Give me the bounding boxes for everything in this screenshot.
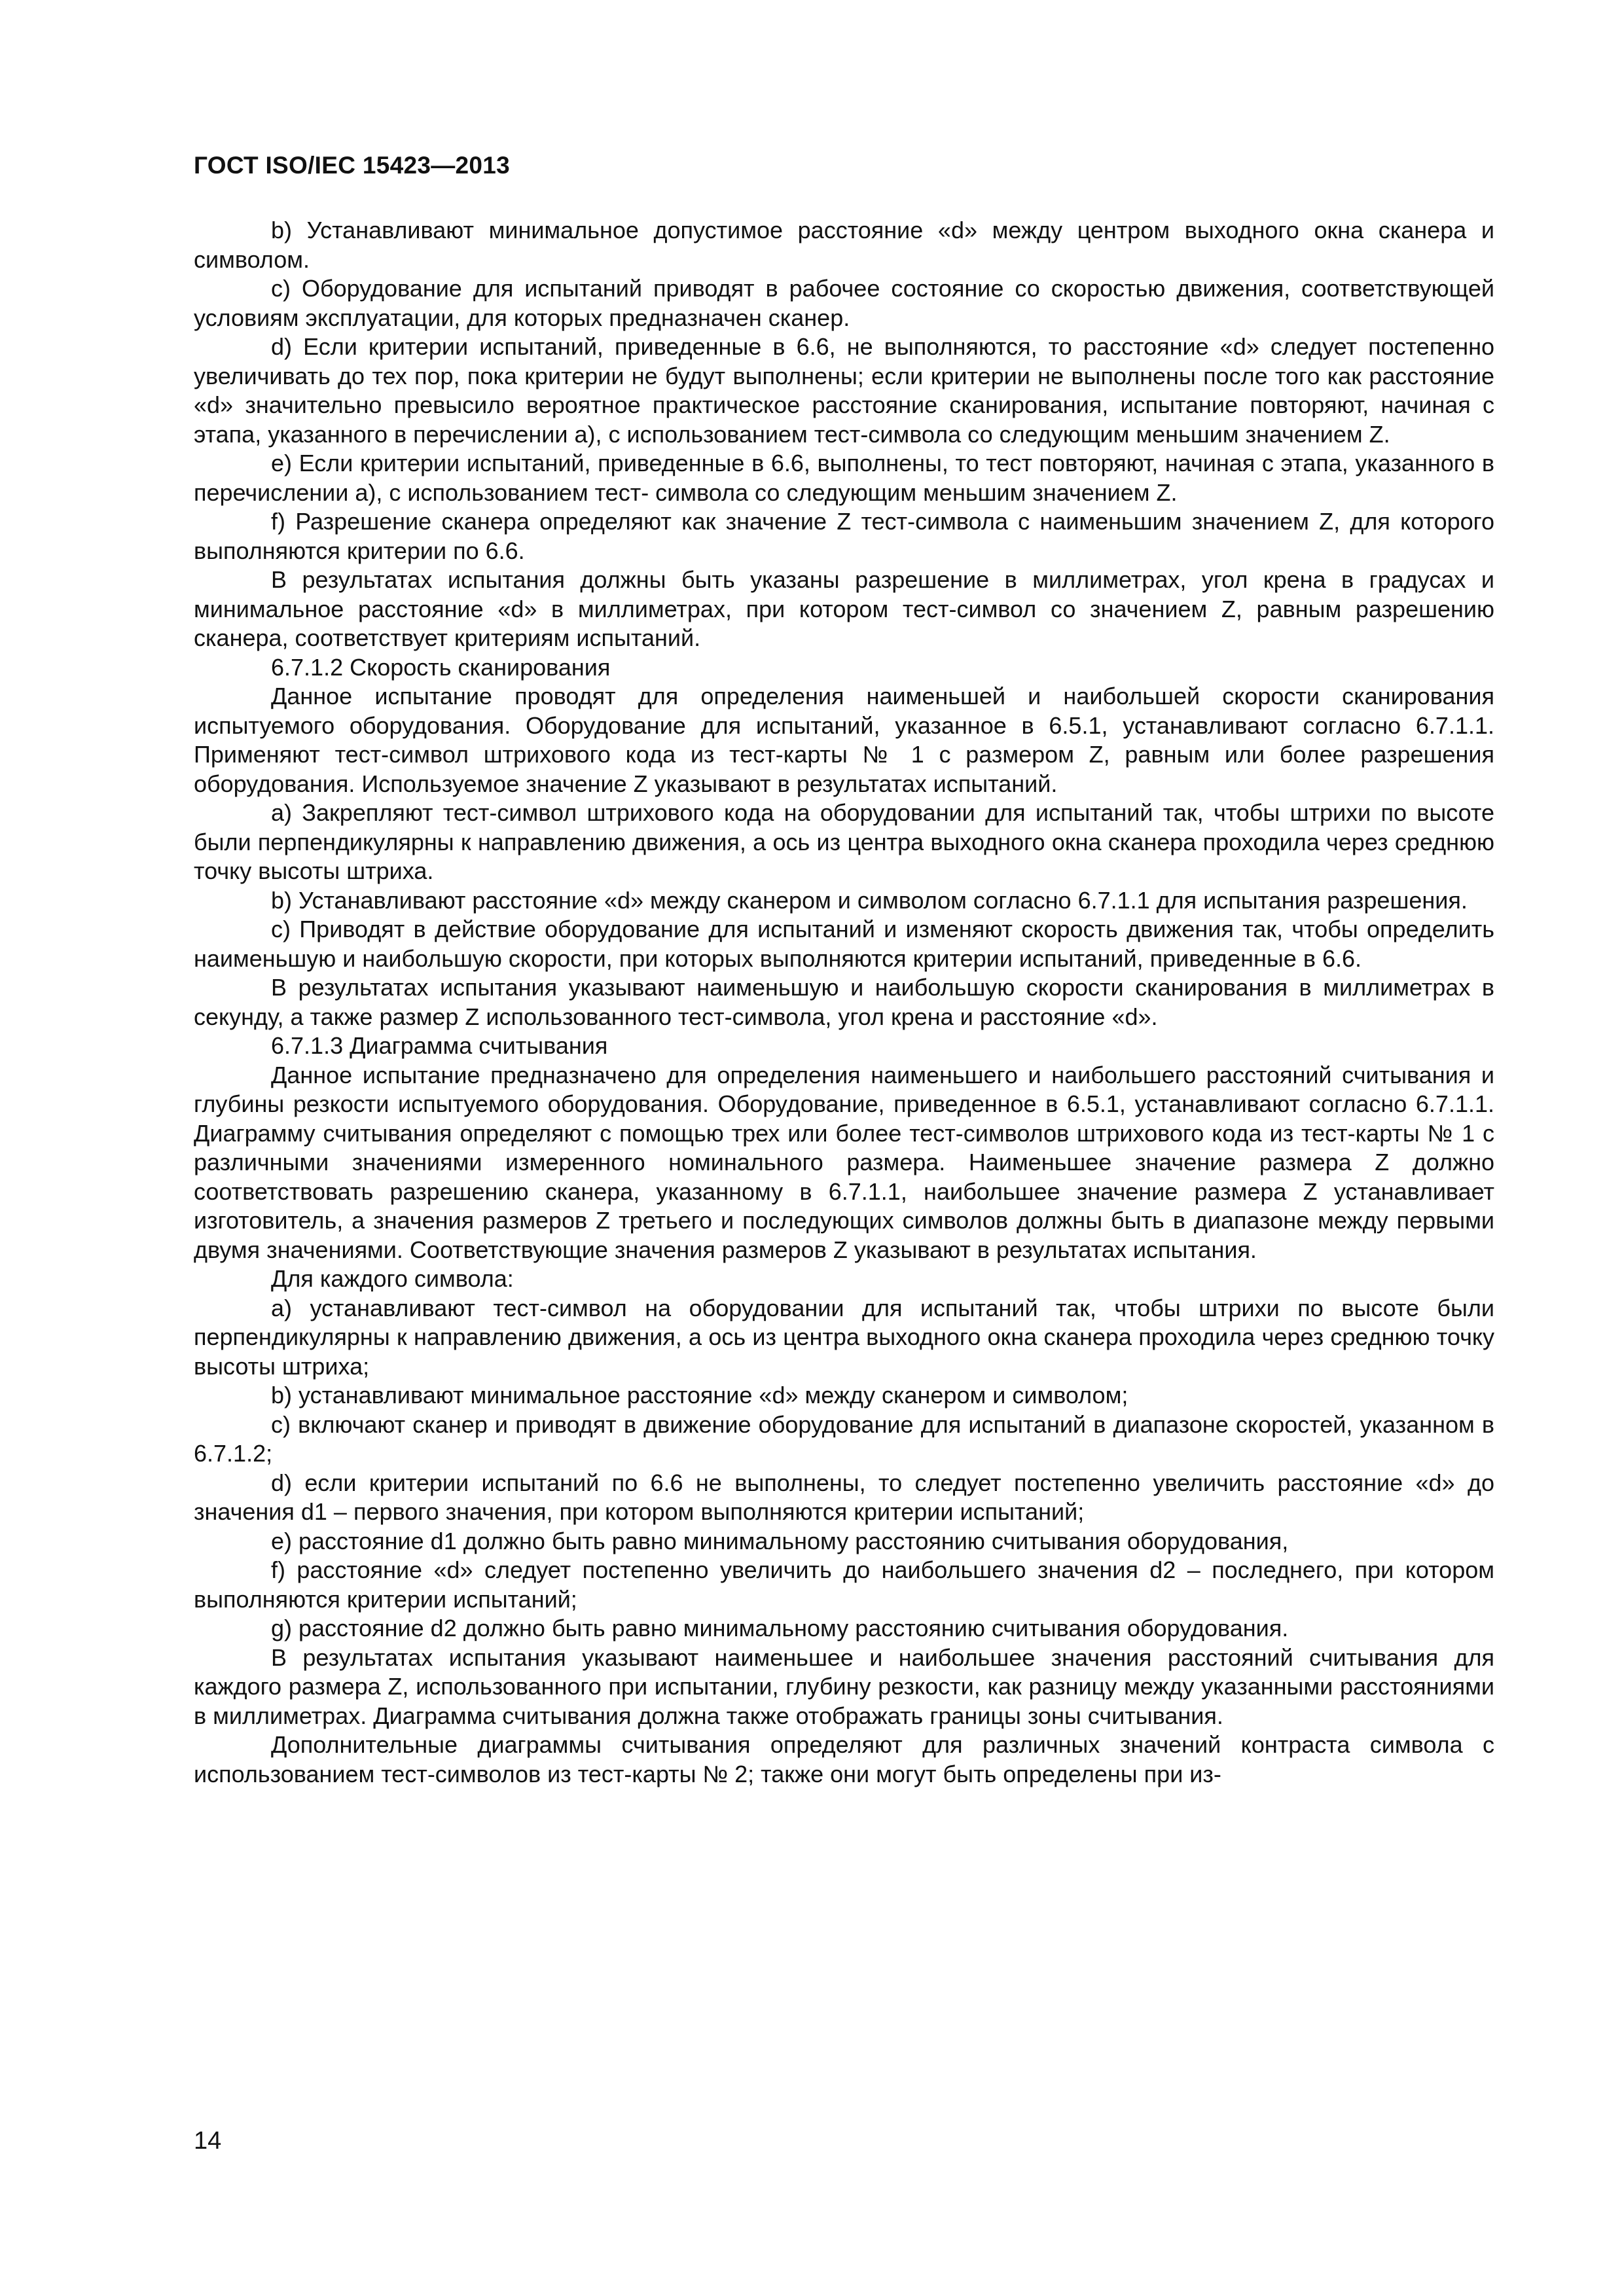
- standard-header: ГОСТ ISO/IEC 15423—2013: [194, 152, 511, 179]
- paragraph-speed-a: a) Закрепляют тест-символ штрихового кода на оборудовании для испытаний так, чтобы штрихи по высоте были перпендикулярны к направлению движения, а ось из центра выходного окна сканера проходила через среднюю точку высоты штриха.: [194, 799, 1494, 884]
- paragraph-diagram-a: а) устанавливают тест-символ на оборудовании для испытаний так, чтобы штрихи по высоте были перпендикулярны к направлению движения, а ось из центра выходного окна сканера проходила через среднюю точку высоты штриха;: [194, 1294, 1494, 1380]
- paragraph-diagram-b: b) устанавливают минимальное расстояние «d» между сканером и символом;: [271, 1382, 1128, 1408]
- paragraph-results-speed: В результатах испытания указывают наименьшую и наибольшую скорости сканирования в миллиметрах в секунду, а также размер Z использованного тест-символа, угол крена и расстояние «d».: [194, 974, 1494, 1030]
- paragraph-results-resolution: В результатах испытания должны быть указаны разрешение в миллиметрах, угол крена в градусах и минимальное расстояние «d» в миллиметрах, при котором тест-символ со значением Z, равным разрешению сканера, соответствует критериям испытаний.: [194, 566, 1494, 651]
- section-heading-6-7-1-3: 6.7.1.3 Диаграмма считывания: [271, 1032, 608, 1059]
- paragraph-speed-c: c) Приводят в действие оборудование для испытаний и изменяют скорость движения так, чтобы определить наименьшую и наибольшую скорости, при которых выполняются критерии испытаний, приведенные в 6.6.: [194, 916, 1494, 972]
- paragraph-item-f: f) Разрешение сканера определяют как значение Z тест-символа с наименьшим значением Z, для которого выполняются критерии по 6.6.: [194, 508, 1494, 564]
- paragraph-for-each-symbol: Для каждого символа:: [271, 1265, 514, 1292]
- paragraph-speed-b: b) Устанавливают расстояние «d» между сканером и символом согласно 6.7.1.1 для испытания разрешения.: [271, 886, 1468, 914]
- paragraph-diagram-d: d) если критерии испытаний по 6.6 не выполнены, то следует постепенно увеличить расстояние «d» до значения d1 – первого значения, при котором выполняются критерии испытаний;: [194, 1469, 1494, 1525]
- paragraph-diagram-g: g) расстояние d2 должно быть равно минимальному расстоянию считывания оборудования.: [271, 1615, 1289, 1641]
- page-number: 14: [194, 2127, 222, 2155]
- paragraph-diagram-c: c) включают сканер и приводят в движение оборудование для испытаний в диапазоне скоростей, указанном в 6.7.1.2;: [194, 1410, 1494, 1467]
- paragraph-diagram-intro: Данное испытание предназначено для определения наименьшего и наибольшего расстояний считывания и глубины резкости испытуемого оборудования. Оборудование, приведенное в 6.5.1, устанавливают согласно 6.7.1.1. Диаграмму считывания определяют с помощью трех или более тест-символов штрихового кода из тест-карты № 1 с различными значениями измеренного номинального размера. Наименьшее значение размера Z должно соответствовать разрешению сканера, указанному в 6.7.1.1, наибольшее значение размера Z устанавливает изготовитель, а значения размеров Z третьего и последующих символов должны быть в диапазоне между первыми двумя значениями. Соответствующие значения размеров Z указывают в результатах испытания.: [194, 1061, 1494, 1263]
- paragraph-additional-diagrams: Дополнительные диаграммы считывания определяют для различных значений контраста символа с использованием тест-символов из тест-карты № 2; также они могут быть определены при из-: [194, 1731, 1494, 1787]
- section-heading-6-7-1-2: 6.7.1.2 Скорость сканирования: [271, 653, 611, 681]
- paragraph-speed-intro: Данное испытание проводят для определения наименьшей и наибольшей скорости сканирования испытуемого оборудования. Оборудование для испытаний, указанное в 6.5.1, устанавливают согласно 6.7.1.1. Применяют тест-символ штрихового кода из тест-карты № 1 с размером Z, равным или более разрешения оборудования. Используемое значение Z указывают в результатах испытаний.: [194, 683, 1494, 797]
- document-body: [194, 216, 1494, 1789]
- paragraph-results-diagram: В результатах испытания указывают наименьшее и наибольшее значения расстояний считывания для каждого размера Z, использованного при испытании, глубину резкости, как разницу между указанными расстояниями в миллиметрах. Диаграмма считывания должна также отображать границы зоны считывания.: [194, 1643, 1494, 1729]
- paragraph-item-d: d) Если критерии испытаний, приведенные в 6.6, не выполняются, то расстояние «d» следует постепенно увеличивать до тех пор, пока критерии не будут выполнены; если критерии не выполнены после того как расстояние «d» значительно превысило вероятное практическое расстояние сканирования, испытание повторяют, начиная с этапа, указанного в перечислении а), с использованием тест-символа со следующим меньшим значением Z.: [194, 333, 1494, 448]
- paragraph-item-e: e) Если критерии испытаний, приведенные в 6.6, выполнены, то тест повторяют, начиная с этапа, указанного в перечислении а), с использованием тест- символа со следующим меньшим значением Z.: [194, 450, 1494, 506]
- paragraph-item-b: b) Устанавливают минимальное допустимое расстояние «d» между центром выходного окна сканера и символом.: [194, 217, 1494, 273]
- paragraph-diagram-e: e) расстояние d1 должно быть равно минимальному расстоянию считывания оборудования,: [271, 1527, 1289, 1554]
- paragraph-diagram-f: f) расстояние «d» следует постепенно увеличить до наибольшего значения d2 – последнего, при котором выполняются критерии испытаний;: [194, 1556, 1494, 1613]
- paragraph-item-c: c) Оборудование для испытаний приводят в рабочее состояние со скоростью движения, соответствующей условиям эксплуатации, для которых предназначен сканер.: [194, 275, 1494, 331]
